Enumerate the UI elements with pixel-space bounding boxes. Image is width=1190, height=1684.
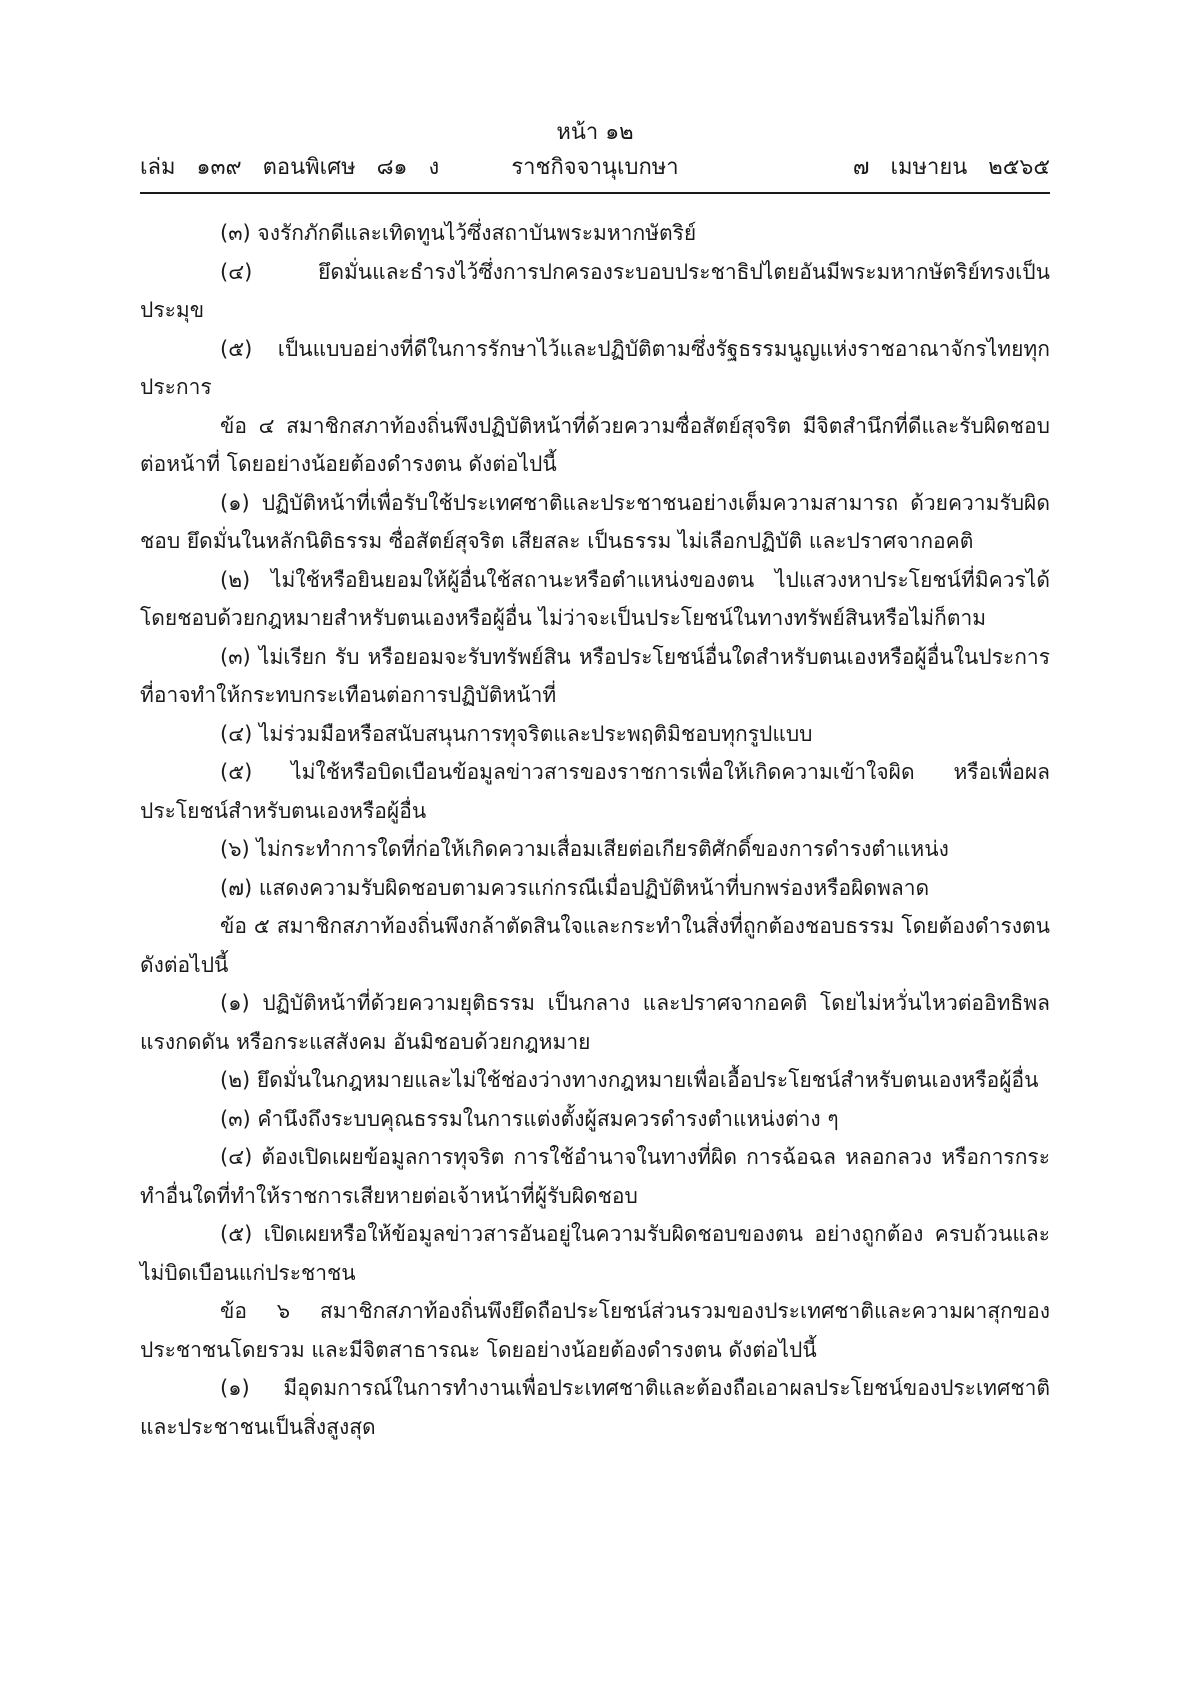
paragraph-8: (๔) ไม่ร่วมมือหรือสนับสนุนการทุจริตและประพฤติมิชอบทุกรูปแบบ [220,721,813,746]
paragraph-1: (๓) จงรักภักดีและเทิดทูนไว้ซึ่งสถาบันพระมหากษัตริย์ [220,221,697,245]
paragraph-2: (๔) ยึดมั่นและธำรงไว้ซึ่งการปกครองระบอบประชาธิปไตยอันมีพระมหากษัตริย์ทรงเป็นประมุข [140,259,1050,322]
paragraph-13: (๑) ปฏิบัติหน้าที่ด้วยความยุติธรรม เป็นกลาง และปราศจากอคติ โดยไม่หวั่นไหวต่ออิทธิพลแรงกดดัน หรือกระแสสังคม อันมิชอบด้วยกฎหมาย [140,991,1050,1054]
publication-date: ๗ เมษายน ๒๕๖๕ [852,155,1050,180]
clause-4: ข้อ ๔ สมาชิกสภาท้องถิ่นพึงปฏิบัติหน้าที่ด้วยความซื่อสัตย์สุจริต มีจิตสำนึกที่ดีและรับผิดชอบต่อหน้าที่ โดยอย่างน้อยต้องดำรงตน ดังต่อไปนี้ [140,413,1050,476]
paragraph-7: (๓) ไม่เรียก รับ หรือยอมจะรับทรัพย์สิน หรือประโยชน์อื่นใดสำหรับตนเองหรือผู้อื่นในประการที่อาจทำให้กระทบกระเทือนต่อการปฏิบัติหน้าที่ [140,644,1050,707]
paragraph-5: (๑) ปฏิบัติหน้าที่เพื่อรับใช้ประเทศชาติและประชาชนอย่างเต็มความสามารถ ด้วยความรับผิดชอบ ยึดมั่นในหลักนิติธรรม ซื่อสัตย์สุจริต เสียสละ เป็นธรรม ไม่เลือกปฏิบัติ และปราศจากอคติ [140,490,1050,553]
paragraph-19: (๑) มีอุดมการณ์ในการทำงานเพื่อประเทศชาติและต้องถือเอาผลประโยชน์ของประเทศชาติและประชาชนเป็นสิ่งสูงสุด [140,1376,1050,1439]
paragraph-10: (๖) ไม่กระทำการใดที่ก่อให้เกิดความเสื่อมเสียต่อเกียรติศักดิ์ของการดำรงตำแหน่ง [220,837,949,861]
paragraph-6: (๒) ไม่ใช้หรือยินยอมให้ผู้อื่นใช้สถานะหรือตำแหน่งของตน ไปแสวงหาประโยชน์ที่มิควรได้โดยชอบด้วยกฎหมายสำหรับตนเองหรือผู้อื่น ไม่ว่าจะเป็นประโยชน์ในทางทรัพย์สินหรือไม่ก็ตาม [140,567,1050,630]
header-divider [140,192,1050,194]
paragraph-9: (๕) ไม่ใช้หรือบิดเบือนข้อมูลข่าวสารของราชการเพื่อให้เกิดความเข้าใจผิด หรือเพื่อผลประโยชน์สำหรับตนเองหรือผู้อื่น [140,760,1050,823]
clause-5: ข้อ ๕ สมาชิกสภาท้องถิ่นพึงกล้าตัดสินใจและกระทำในสิ่งที่ถูกต้องชอบธรรม โดยต้องดำรงตนดังต่อไปนี้ [140,914,1050,977]
paragraph-14: (๒) ยึดมั่นในกฎหมายและไม่ใช้ช่องว่างทางกฎหมายเพื่อเอื้อประโยชน์สำหรับตนเองหรือผู้อื่น [220,1068,1039,1092]
paragraph-11: (๗) แสดงความรับผิดชอบตามควรแก่กรณีเมื่อปฏิบัติหน้าที่บกพร่องหรือผิดพลาด [220,875,930,900]
gazette-header [140,152,1050,184]
publication-title: ราชกิจจานุเบกษา [511,155,679,180]
paragraph-3: (๕) เป็นแบบอย่างที่ดีในการรักษาไว้และปฏิบัติตามซึ่งรัฐธรรมนูญแห่งราชอาณาจักรไทยทุกประการ [140,336,1050,399]
clause-6: ข้อ ๖ สมาชิกสภาท้องถิ่นพึงยึดถือประโยชน์ส่วนรวมของประเทศชาติและความผาสุกของประชาชนโดยรวม และมีจิตสาธารณะ โดยอย่างน้อยต้องดำรงตน ดังต่อไปนี้ [140,1299,1050,1362]
paragraph-17: (๕) เปิดเผยหรือให้ข้อมูลข่าวสารอันอยู่ในความรับผิดชอบของตน อย่างถูกต้อง ครบถ้วนและไม่บิดเบือนแก่ประชาชน [140,1222,1050,1285]
paragraph-16: (๔) ต้องเปิดเผยข้อมูลการทุจริต การใช้อำนาจในทางที่ผิด การฉ้อฉล หลอกลวง หรือการกระทำอื่นใดที่ทำให้ราชการเสียหายต่อเจ้าหน้าที่ผู้รับผิดชอบ [140,1145,1050,1208]
volume-issue: เล่ม ๑๓๙ ตอนพิเศษ ๘๑ ง [140,155,440,180]
document-body [140,214,1050,1446]
paragraph-15: (๓) คำนึงถึงระบบคุณธรรมในการแต่งตั้งผู้สมควรดำรงตำแหน่งต่าง ๆ [220,1106,839,1131]
page-number: หน้า ๑๒ [556,120,634,145]
